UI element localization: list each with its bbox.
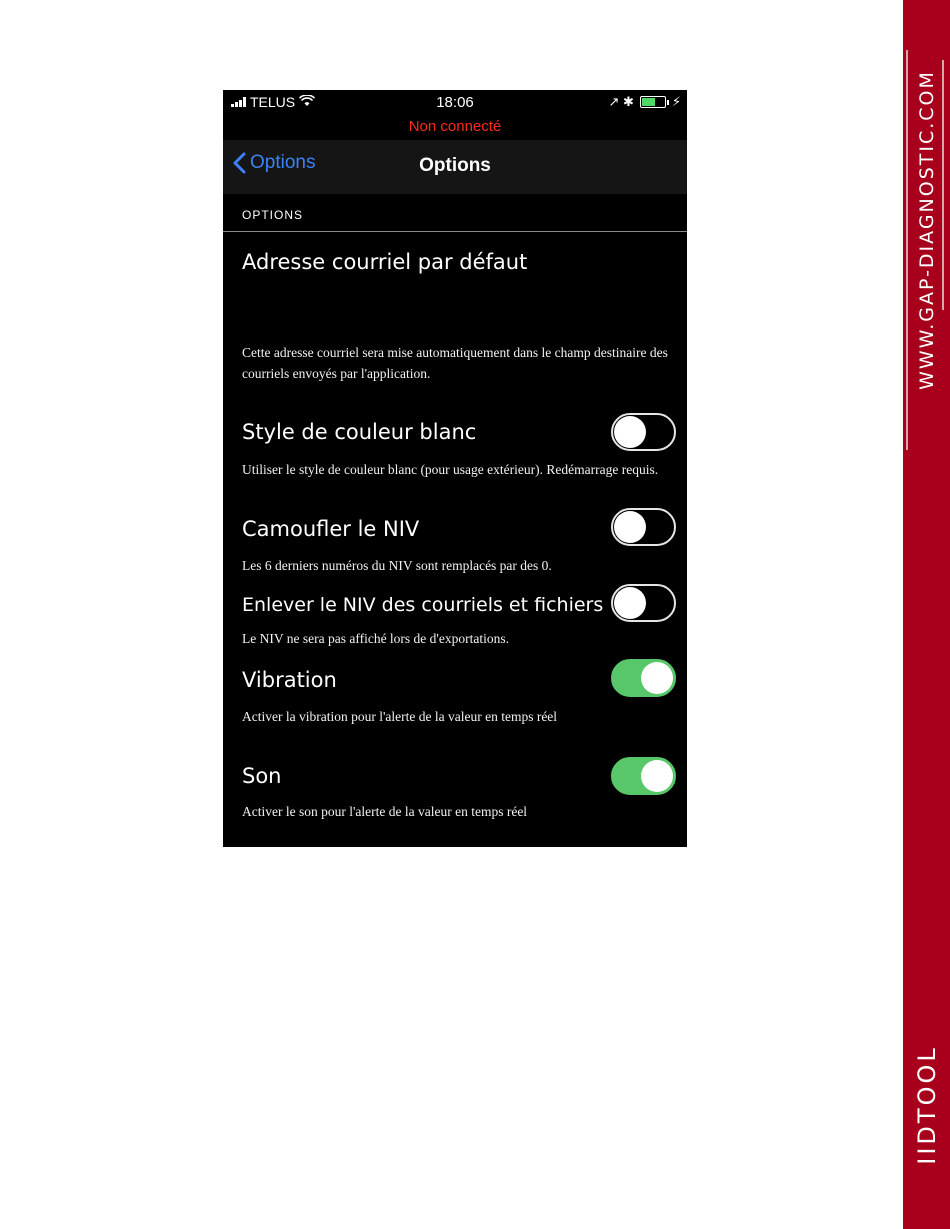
charging-icon: ⚡ [671, 94, 681, 109]
brand-url: WWW.GAP-DIAGNOSTIC.COM [915, 70, 938, 390]
location-bluetooth-icons: ↗ ✱ [608, 94, 634, 109]
setting-title-remove-vin: Enlever le NIV des courriels et fichiers [242, 594, 604, 616]
page-title: Options [419, 155, 491, 176]
status-bar [223, 90, 687, 116]
setting-description-sound: Activer le son pour l'alerte de la valeur en temps réel [242, 804, 528, 819]
setting-description-hide-vin: Les 6 derniers numéros du NIV sont remplacés par des 0. [242, 558, 552, 573]
toggle-remove-vin[interactable] [611, 584, 676, 622]
toggle-white-style[interactable] [611, 413, 676, 451]
toggle-knob [614, 587, 646, 619]
battery-icon [640, 96, 666, 108]
email-input[interactable] [242, 290, 672, 330]
setting-description-vibration: Activer la vibration pour l'alerte de la valeur en temps réel [242, 709, 558, 724]
connection-status: Non connecté [408, 118, 502, 135]
back-button-label: Options [250, 152, 316, 173]
toggle-vibration[interactable] [611, 659, 676, 697]
setting-title-hide-vin: Camoufler le NIV [242, 517, 420, 541]
status-time: 18:06 [436, 94, 474, 111]
setting-title-sound: Son [242, 764, 282, 788]
setting-title-vibration: Vibration [242, 668, 337, 692]
toggle-knob [641, 662, 673, 694]
status-right [608, 94, 681, 110]
brand-url-container [903, 0, 950, 460]
setting-description-remove-vin: Le NIV ne sera pas affiché lors de d'exportations. [242, 631, 509, 646]
brand-name: IIDTOOL [912, 1045, 941, 1165]
toggle-knob [641, 760, 673, 792]
section-divider [223, 231, 687, 232]
section-header: OPTIONS [242, 208, 304, 222]
toggle-knob [614, 416, 646, 448]
toggle-knob [614, 511, 646, 543]
setting-title-white-style: Style de couleur blanc [242, 420, 477, 444]
email-setting-description: Cette adresse courriel sera mise automatiquement dans le champ destinaire des courriels envoyés par l'application. [242, 345, 668, 381]
navigation-bar [223, 140, 687, 194]
toggle-hide-vin[interactable] [611, 508, 676, 546]
carrier-label: TELUS [250, 94, 296, 110]
phone-screen [223, 90, 687, 847]
setting-description-white-style: Utiliser le style de couleur blanc (pour usage extérieur). Redémarrage requis. [242, 462, 659, 477]
brand-name-container [903, 1030, 950, 1180]
email-setting-title: Adresse courriel par défaut [242, 250, 528, 274]
toggle-sound[interactable] [611, 757, 676, 795]
